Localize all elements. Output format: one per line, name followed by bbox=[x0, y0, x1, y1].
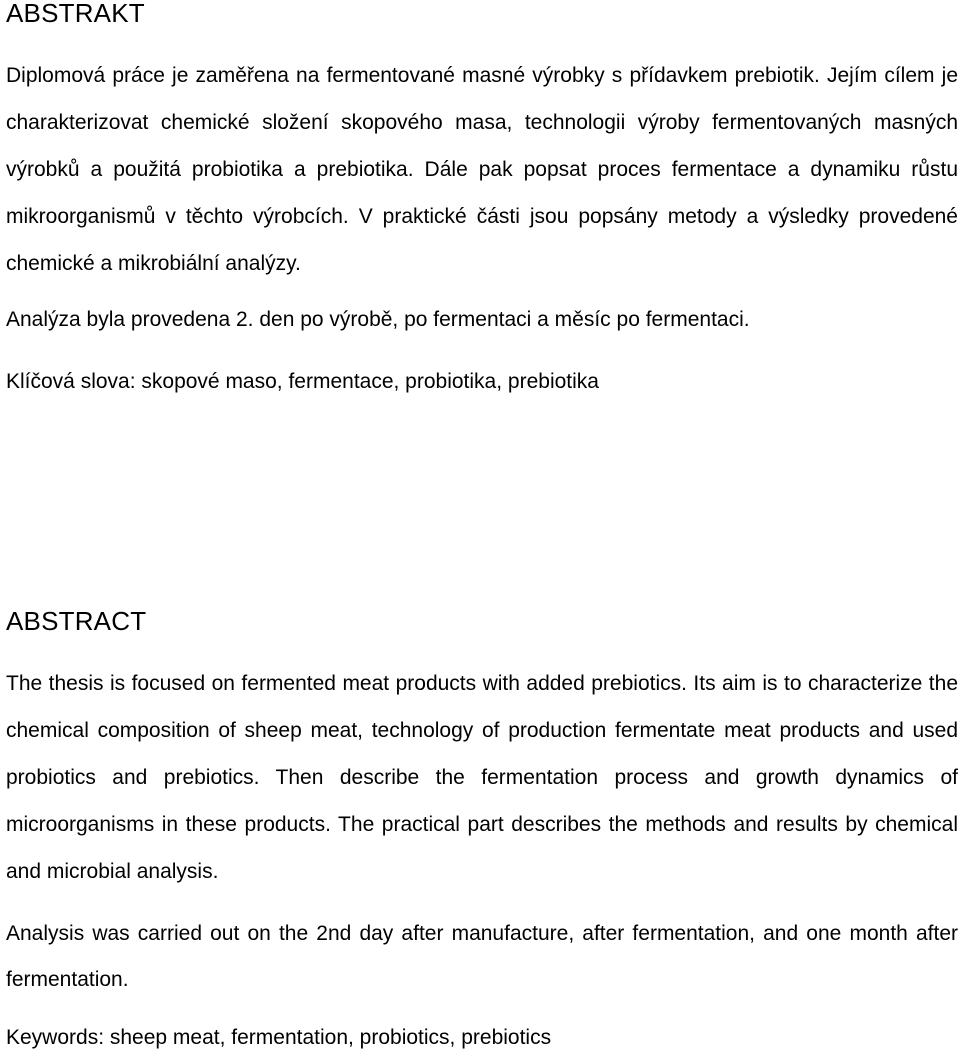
abstrakt-keywords: Klíčová slova: skopové maso, fermentace, probiotika, prebiotika bbox=[6, 370, 599, 393]
abstrakt-paragraph-analysis: Analýza byla provedena 2. den po výrobě, po fermentaci a měsíc po fermentaci. bbox=[6, 308, 750, 331]
abstract-paragraph-analysis: Analysis was carried out on the 2nd day after manufacture, after fermentation, and one month after fermentation. bbox=[6, 922, 958, 991]
abstrakt-paragraph-main: Diplomová práce je zaměřena na fermentované masné výrobky s přídavkem prebiotik. Jejím cílem je charakterizovat chemické složení skopového masa, technologii výroby fermentovaných masných výrobků a použitá probiotika a prebiotika. Dále pak popsat proces fermentace a dynamiku růstu mikroorganismů v těchto výrobcích. V praktické části jsou popsány metody a výsledky provedené chemické a mikrobiální analýzy. bbox=[6, 64, 958, 275]
abstrakt-heading: ABSTRAKT bbox=[6, 0, 145, 28]
abstract-keywords: Keywords: sheep meat, fermentation, probiotics, prebiotics bbox=[6, 1026, 552, 1049]
abstract-paragraph-main: The thesis is focused on fermented meat products with added prebiotics. Its aim is to characterize the chemical composition of sheep meat, technology of production fermentate meat products and used probiotics and prebiotics. Then describe the fermentation process and growth dynamics of microorganisms in these products. The practical part describes the methods and results by chemical and microbial analysis. bbox=[6, 672, 958, 883]
abstract-heading: ABSTRACT bbox=[6, 606, 147, 636]
